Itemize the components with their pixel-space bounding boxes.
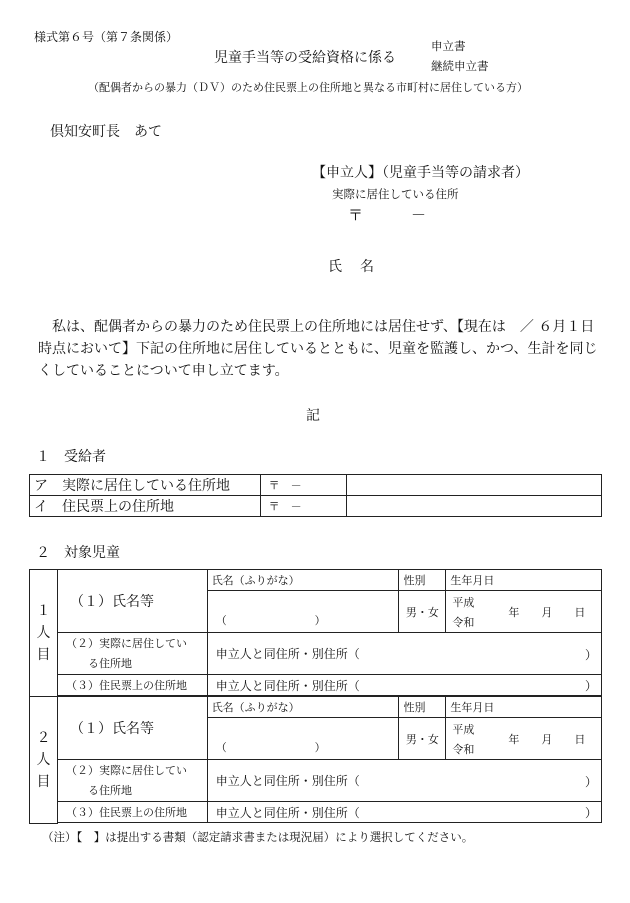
child-2-name-header: 氏名（ふりがな） <box>207 697 399 718</box>
form-number: 様式第６号（第７条関係） <box>34 30 179 44</box>
table-row <box>30 675 602 696</box>
child-1-residence-close: ） <box>584 648 597 662</box>
addressee: 倶知安町長 あて <box>50 124 162 140</box>
child-1-registered-label: （３）住民票上の住所地 <box>57 675 207 696</box>
section1-heading: １ 受給者 <box>36 449 106 465</box>
recipient-table <box>29 474 602 517</box>
table-row <box>30 496 602 517</box>
child-2-registered-label: （３）住民票上の住所地 <box>57 802 207 823</box>
child-1-name-header: 氏名（ふりがな） <box>207 570 399 591</box>
recipient-registered-address-label: イ 住民票上の住所地 <box>30 496 261 517</box>
child-2-ymd: 年 月 日 <box>508 733 586 746</box>
child-2-sex-header: 性別 <box>399 697 446 718</box>
ki-heading: 記 <box>306 408 320 424</box>
child-1-name-row-label: （１）氏名等 <box>57 570 207 633</box>
child-1-registered-field[interactable] <box>207 675 601 696</box>
statement-paragraph: 私は、配偶者からの暴力のため住民票上の住所地には居住せず、【現在は ／ ６月１日時点において】下記の住所地に居住しているとともに、児童を監護し、かつ、生計を同じくしていることについて申し立てます。 <box>38 319 598 379</box>
child-2-era-heisei: 平成 <box>452 723 475 736</box>
recipient-actual-address-label: ア 実際に居住している住所地 <box>30 475 261 496</box>
child-2-residence-value: 申立人と同住所・別住所（ <box>215 774 360 788</box>
child-2-label: ２人目 <box>30 697 58 824</box>
recipient-registered-postal[interactable]: 〒 － <box>260 496 347 517</box>
document-title: 児童手当等の受給資格に係る <box>214 50 396 66</box>
footnote: （注）【 】は提出する書類（認定請求書または現況届）により選択してください。 <box>42 830 474 844</box>
child-2-registered-close: ） <box>584 806 597 820</box>
recipient-actual-address-field[interactable] <box>347 475 602 496</box>
child-2-registered-value: 申立人と同住所・別住所（ <box>215 805 360 820</box>
child-2-dob-field[interactable] <box>446 718 602 760</box>
child-1-residence-value: 申立人と同住所・別住所（ <box>215 647 360 661</box>
child-1-sex-field[interactable]: 男・女 <box>399 591 446 633</box>
child-1-ymd: 年 月 日 <box>508 606 586 619</box>
section2-heading: ２ 対象児童 <box>36 545 120 561</box>
child-2-era-reiwa: 令和 <box>452 743 475 756</box>
child-2-registered-field[interactable] <box>207 802 601 823</box>
child-1-furigana-paren: （ ） <box>215 614 326 627</box>
table-row <box>30 633 602 675</box>
table-row <box>30 802 602 823</box>
child-2-residence-label-line2: る住所地 <box>87 783 132 797</box>
child-2-sex-field[interactable]: 男・女 <box>399 718 446 760</box>
child-2-furigana-paren: （ ） <box>215 741 326 754</box>
child-2-name-row-label: （１）氏名等 <box>57 697 207 760</box>
child-1-era-heisei: 平成 <box>452 596 475 609</box>
child-2-residence-close: ） <box>584 775 597 789</box>
child-1-registered-value: 申立人と同住所・別住所（ <box>215 678 360 693</box>
postal-mark: 〒 <box>348 206 364 224</box>
applicant-name-label: 氏名 <box>328 259 392 275</box>
kind-option-application: 申立書 <box>431 39 466 53</box>
table-row <box>30 760 602 802</box>
postal-dash: － <box>411 206 427 224</box>
applicant-heading: 【申立人】（児童手当等の請求者） <box>312 165 529 181</box>
recipient-actual-postal[interactable]: 〒 － <box>260 475 347 496</box>
child-1-label: １人目 <box>30 570 58 697</box>
child-1-era-reiwa: 令和 <box>452 616 475 629</box>
child-1-name-field[interactable] <box>207 591 399 633</box>
child-1-sex-header: 性別 <box>399 570 446 591</box>
document-subtitle: （配偶者からの暴力（ＤＶ）のため住民票上の住所地と異なる市町村に居住している方） <box>88 81 528 94</box>
child-2-residence-label <box>57 760 207 802</box>
child-1-registered-close: ） <box>584 679 597 693</box>
recipient-registered-address-field[interactable] <box>347 496 602 517</box>
applicant-address-label: 実際に居住している住所 <box>332 187 459 201</box>
child-2-dob-header: 生年月日 <box>446 697 602 718</box>
table-row <box>30 570 602 591</box>
child-1-residence-label-line1: （２）実際に居住してい <box>65 636 187 650</box>
table-row <box>30 475 602 496</box>
child-2-residence-label-line1: （２）実際に居住してい <box>65 763 187 777</box>
child-1-residence-label-line2: る住所地 <box>87 656 132 670</box>
child-1-dob-header: 生年月日 <box>446 570 602 591</box>
child-2-name-field[interactable] <box>207 718 399 760</box>
children-table <box>29 569 602 824</box>
child-1-dob-field[interactable] <box>446 591 602 633</box>
child-2-residence-field[interactable] <box>207 760 601 802</box>
table-row <box>30 697 602 718</box>
kind-option-continuation: 継続申立書 <box>431 59 489 73</box>
child-1-residence-field[interactable] <box>207 633 601 675</box>
child-1-residence-label <box>57 633 207 675</box>
